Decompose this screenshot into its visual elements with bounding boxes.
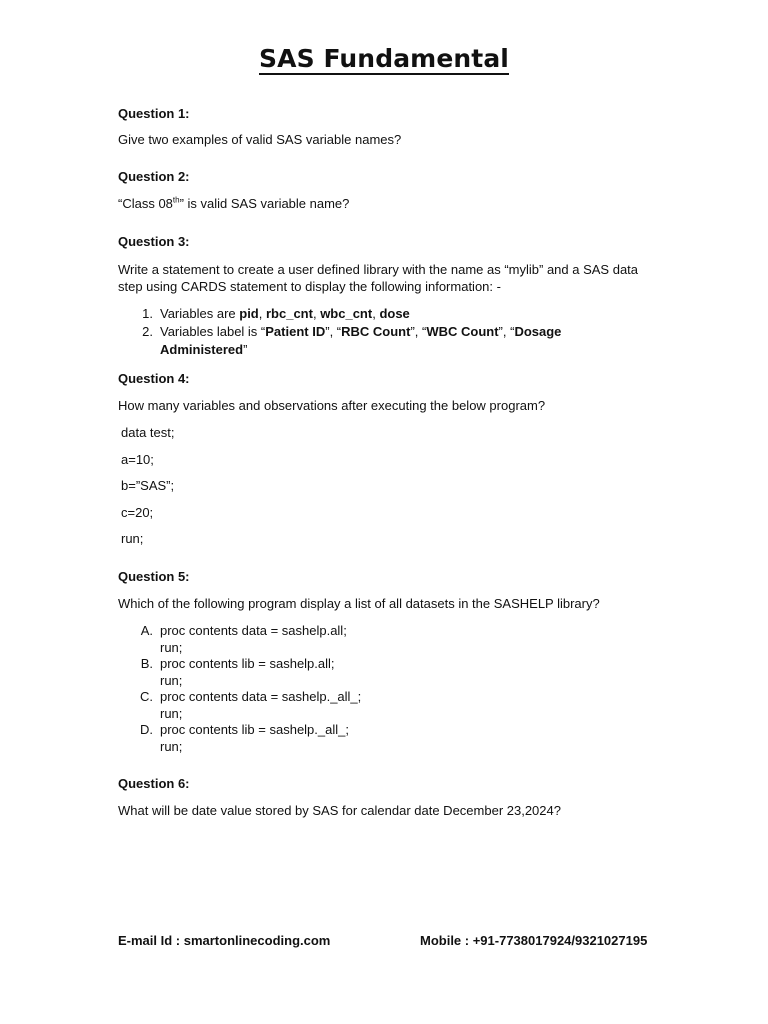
list-number: 2. [142, 324, 153, 339]
variable-dose: dose [379, 306, 410, 321]
option-letter: C. [140, 689, 153, 704]
option-line1: proc contents lib = sashelp._all_; [160, 722, 349, 737]
question-1-text: Give two examples of valid SAS variable names? [118, 132, 402, 147]
page-title [0, 44, 768, 73]
option-letter: A. [140, 623, 153, 638]
question-4-heading: Question 4: [118, 371, 190, 386]
separator: , [372, 306, 380, 321]
closing-quote: ” [243, 342, 248, 357]
question-3-text-line1: Write a statement to create a user defined library with the name as “mylib” and a SAS data [118, 262, 639, 277]
question-6-heading: Question 6: [118, 776, 190, 791]
separator: ”, “ [325, 324, 342, 339]
question-3-heading: Question 3: [118, 234, 190, 249]
question-2-heading: Question 2: [118, 169, 190, 184]
variable-pid: pid [239, 306, 259, 321]
code-line: data test; [121, 425, 175, 440]
question-2-text-sup: th [172, 195, 180, 205]
question-5-text: Which of the following program display a list of all datasets in the SASHELP library? [118, 596, 600, 611]
question-3-item-2-continued [160, 342, 247, 357]
label-dosage: Dosage [514, 324, 562, 339]
option-letter: B. [140, 656, 153, 671]
label-administered: Administered [160, 342, 244, 357]
separator: , [312, 306, 321, 321]
code-line: c=20; [121, 505, 154, 520]
label-patient-id: Patient ID [265, 324, 326, 339]
page-title-text: SAS Fundamental [259, 44, 509, 73]
separator: ”, “ [410, 324, 427, 339]
variable-rbc-cnt: rbc_cnt [265, 306, 313, 321]
option-letter: D. [140, 722, 153, 737]
option-c-line2: run; [160, 706, 183, 721]
option-a-line2: run; [160, 640, 183, 655]
separator: ”, “ [498, 324, 515, 339]
list-text [160, 306, 410, 321]
option-line1: proc contents lib = sashelp.all; [160, 656, 335, 671]
separator: , [258, 306, 266, 321]
question-2-text-post: ” is valid SAS variable name? [179, 196, 350, 211]
option-b-line2: run; [160, 673, 183, 688]
code-line: run; [121, 531, 144, 546]
label-rbc-count: RBC Count [341, 324, 411, 339]
label-wbc-count: WBC Count [426, 324, 499, 339]
question-5-heading: Question 5: [118, 569, 190, 584]
footer-mobile: Mobile : +91-7738017924/9321027195 [420, 933, 648, 948]
question-2-text-pre: “Class 08 [118, 196, 173, 211]
list-number: 1. [142, 306, 153, 321]
question-6-text: What will be date value stored by SAS for calendar date December 23,2024? [118, 803, 561, 818]
question-1-heading: Question 1: [118, 106, 190, 121]
question-3-text-line2: step using CARDS statement to display the following information: - [118, 279, 501, 294]
question-2-text [118, 196, 349, 211]
code-line: b=”SAS”; [121, 478, 175, 493]
item-prefix: Variables are [160, 306, 240, 321]
footer-email: E-mail Id : smartonlinecoding.com [118, 933, 331, 948]
variable-wbc-cnt: wbc_cnt [320, 306, 373, 321]
item-prefix: Variables label is “ [160, 324, 266, 339]
question-4-text: How many variables and observations after executing the below program? [118, 398, 546, 413]
option-line1: proc contents data = sashelp.all; [160, 623, 347, 638]
option-line1: proc contents data = sashelp._all_; [160, 689, 362, 704]
code-line: a=10; [121, 452, 154, 467]
option-d-line2: run; [160, 739, 183, 754]
list-text [160, 324, 561, 339]
